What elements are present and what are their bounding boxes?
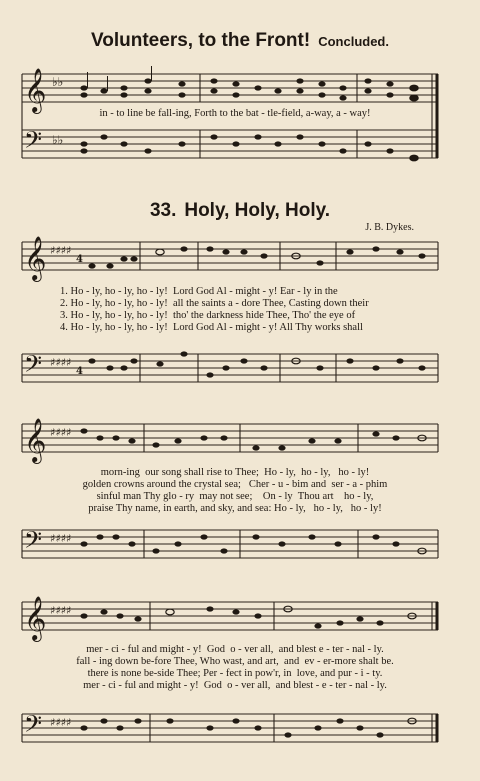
- lyric-verse-line: 3. Ho - ly, ho - ly, ho - ly! tho' the darkness hide Thee, Tho' the eye of: [60, 310, 356, 321]
- notes-system-2-treble: [80, 428, 426, 450]
- bass-clef-icon: 𝄢: [24, 126, 43, 159]
- svg-text:♯♯♯♯: ♯♯♯♯: [50, 532, 72, 545]
- treble-clef-icon: 𝄞: [24, 236, 47, 280]
- svg-text:♭♭: ♭♭: [52, 133, 64, 147]
- lyric-verse-line: golden crowns around the crystal sea; Cher - u - bim and ser - a - phim: [82, 479, 388, 490]
- staff-system-0: [0, 66, 480, 176]
- svg-text:♯♯♯♯: ♯♯♯♯: [50, 244, 72, 257]
- svg-text:♯♯♯♯: ♯♯♯♯: [50, 356, 72, 369]
- svg-text:♭♭: ♭♭: [52, 75, 64, 89]
- notes-system-1-bass: [88, 351, 425, 377]
- lyric-verse-line: there is none be-side Thee; Per - fect in pow'r, in love, and pur - i - ty.: [87, 668, 383, 679]
- hymn-title: [0, 200, 480, 222]
- lyric-verse-line: praise Thy name, in earth, and sky, and sea: Ho - ly, ho - ly, ho - ly!: [88, 503, 382, 514]
- staff-system-1-bass: [0, 346, 480, 394]
- lyric-verse-line: 1. Ho - ly, ho - ly, ho - ly! Lord God Al - might - y! Ear - ly in the: [60, 286, 338, 297]
- lyric-verse-line: 4. Ho - ly, ho - ly, ho - ly! Lord God Al - might - y! All Thy works shall: [60, 322, 363, 333]
- svg-text:♯♯♯♯: ♯♯♯♯: [50, 716, 72, 729]
- staff-system-2-bass: [0, 522, 480, 570]
- bass-clef-icon: 𝄢: [24, 350, 43, 383]
- lyric-verse-line: mer - ci - ful and might - y! God o - ver all, and blest e - ter - nal - ly.: [86, 644, 384, 655]
- staff-system-2-treble: [0, 414, 480, 464]
- staff-system-3-treble: [0, 592, 480, 642]
- lyric-verse-line: sinful man Thy glo - ry may not see; On - ly Thou art ho - ly,: [96, 491, 374, 502]
- svg-text:♯♯♯♯: ♯♯♯♯: [50, 426, 72, 439]
- bass-clef-icon: 𝄢: [24, 526, 43, 559]
- hymn-name: Holy, Holy, Holy.: [184, 200, 331, 221]
- composer-credit: J. B. Dykes.: [365, 222, 414, 233]
- lyric-line-previous-hymn: in - to line be fall-ing, Forth to the bat - tle-field, a-way, a - way!: [99, 108, 371, 119]
- svg-text:♯♯♯♯: ♯♯♯♯: [50, 604, 72, 617]
- bass-clef-icon: 𝄢: [24, 710, 43, 743]
- lyric-verse-line: morn-ing our song shall rise to Thee; Ho - ly, ho - ly, ho - ly!: [100, 467, 370, 478]
- svg-text:4: 4: [76, 254, 83, 265]
- lyric-verse-line: 2. Ho - ly, ho - ly, ho - ly! all the saints a - dore Thee, Casting down their: [60, 298, 369, 309]
- staff-system-1-treble: [0, 232, 480, 282]
- previous-hymn-title: [0, 30, 480, 52]
- notes-system-3-treble: [80, 606, 416, 628]
- svg-text:4: 4: [76, 366, 83, 377]
- lyric-verse-line: fall - ing down be-fore Thee, Who wast, and art, and ev - er-more shalt be.: [76, 656, 394, 667]
- treble-clef-icon: 𝄞: [24, 418, 47, 462]
- treble-clef-icon: 𝄞: [24, 68, 47, 112]
- concluded-note: Concluded.: [318, 34, 389, 49]
- notes-system-1-treble: [88, 246, 425, 268]
- hymn-number: 33.: [149, 200, 177, 221]
- lyric-verse-line: mer - ci - ful and might - y! God o - ver all, and blest - e - ter - nal - ly.: [83, 680, 387, 691]
- treble-clef-icon: 𝄞: [24, 596, 47, 640]
- previous-hymn-name: Volunteers, to the Front!: [91, 30, 311, 51]
- staff-system-3-bass: [0, 706, 480, 762]
